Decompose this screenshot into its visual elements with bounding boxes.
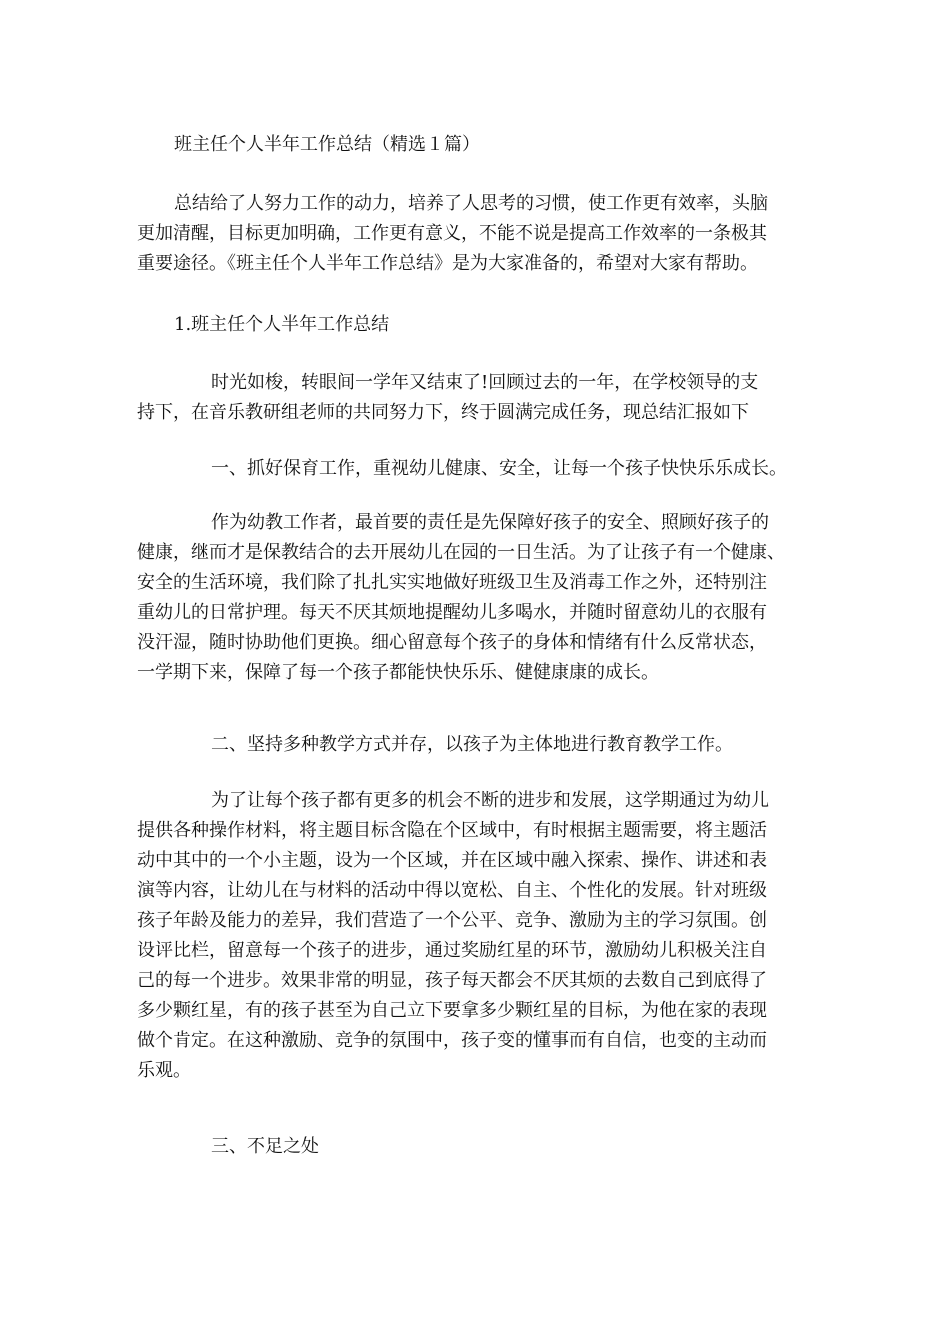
paragraph-line: 安全的生活环境，我们除了扎扎实实地做好班级卫生及消毒工作之外，还特别注 — [137, 572, 767, 593]
subheading-text: 一、抓好保育工作，重视幼儿健康、安全，让每一个孩子快快乐乐成长。 — [211, 458, 787, 479]
paragraph-line: 设评比栏，留意每一个孩子的进步，通过奖励红星的环节，激励幼儿积极关注自 — [137, 940, 767, 961]
intro-line: 总结给了人努力工作的动力，培养了人思考的习惯，使工作更有效率，头脑 — [174, 193, 768, 214]
paragraph-line: 为了让每个孩子都有更多的机会不断的进步和发展，这学期通过为幼儿 — [211, 790, 769, 811]
subheading-two — [137, 730, 813, 760]
intro-paragraph — [137, 189, 813, 279]
paragraph-line: 时光如梭，转眼间一学年又结束了!回顾过去的一年，在学校领导的支 — [211, 372, 759, 393]
paragraph-line: 多少颗红星，有的孩子甚至为自己立下要拿多少颗红星的目标，为他在家的表现 — [137, 1000, 767, 1021]
section-heading-text: 1.班主任个人半年工作总结 — [174, 314, 390, 335]
paragraph-care — [137, 508, 813, 688]
paragraph-line: 重幼儿的日常护理。每天不厌其烦地提醒幼儿多喝水，并随时留意幼儿的衣服有 — [137, 602, 767, 623]
paragraph-line: 持下，在音乐教研组老师的共同努力下，终于圆满完成任务，现总结汇报如下 — [137, 402, 749, 423]
paragraph-teaching — [137, 786, 813, 1086]
paragraph-line: 演等内容，让幼儿在与材料的活动中得以宽松、自主、个性化的发展。针对班级 — [137, 880, 767, 901]
paragraph-line: 己的每一个进步。效果非常的明显，孩子每天都会不厌其烦的去数自己到底得了 — [137, 970, 767, 991]
paragraph-line: 作为幼教工作者，最首要的责任是先保障好孩子的安全、照顾好孩子的 — [211, 512, 769, 533]
subheading-text: 三、不足之处 — [211, 1136, 319, 1157]
subheading-one — [137, 454, 813, 484]
paragraph-line: 孩子年龄及能力的差异，我们营造了一个公平、竞争、激励为主的学习氛围。创 — [137, 910, 767, 931]
paragraph-review — [137, 368, 813, 428]
intro-line: 重要途径。《班主任个人半年工作总结》是为大家准备的，希望对大家有帮助。 — [137, 253, 758, 274]
paragraph-line: 一学期下来，保障了每一个孩子都能快快乐乐、健健康康的成长。 — [137, 662, 659, 683]
paragraph-line: 提供各种操作材料，将主题目标含隐在个区域中，有时根据主题需要，将主题活 — [137, 820, 767, 841]
subheading-text: 二、坚持多种教学方式并存，以孩子为主体地进行教育教学工作。 — [211, 734, 733, 755]
section-heading-1 — [137, 310, 813, 340]
paragraph-line: 做个肯定。在这种激励、竞争的氛围中，孩子变的懂事而有自信，也变的主动而 — [137, 1030, 767, 1051]
subheading-three — [137, 1132, 813, 1162]
paragraph-line: 健康，继而才是保教结合的去开展幼儿在园的一日生活。为了让孩子有一个健康、 — [137, 542, 785, 563]
paragraph-line: 乐观。 — [137, 1060, 191, 1081]
document-title: 班主任个人半年工作总结（精选１篇） — [174, 134, 480, 155]
intro-line: 更加清醒，目标更加明确，工作更有意义，不能不说是提高工作效率的一条极其 — [137, 223, 767, 244]
paragraph-line: 没汗湿，随时协助他们更换。细心留意每个孩子的身体和情绪有什么反常状态， — [137, 632, 767, 653]
paragraph-line: 动中其中的一个小主题，设为一个区域，并在区域中融入探索、操作、讲述和表 — [137, 850, 767, 871]
